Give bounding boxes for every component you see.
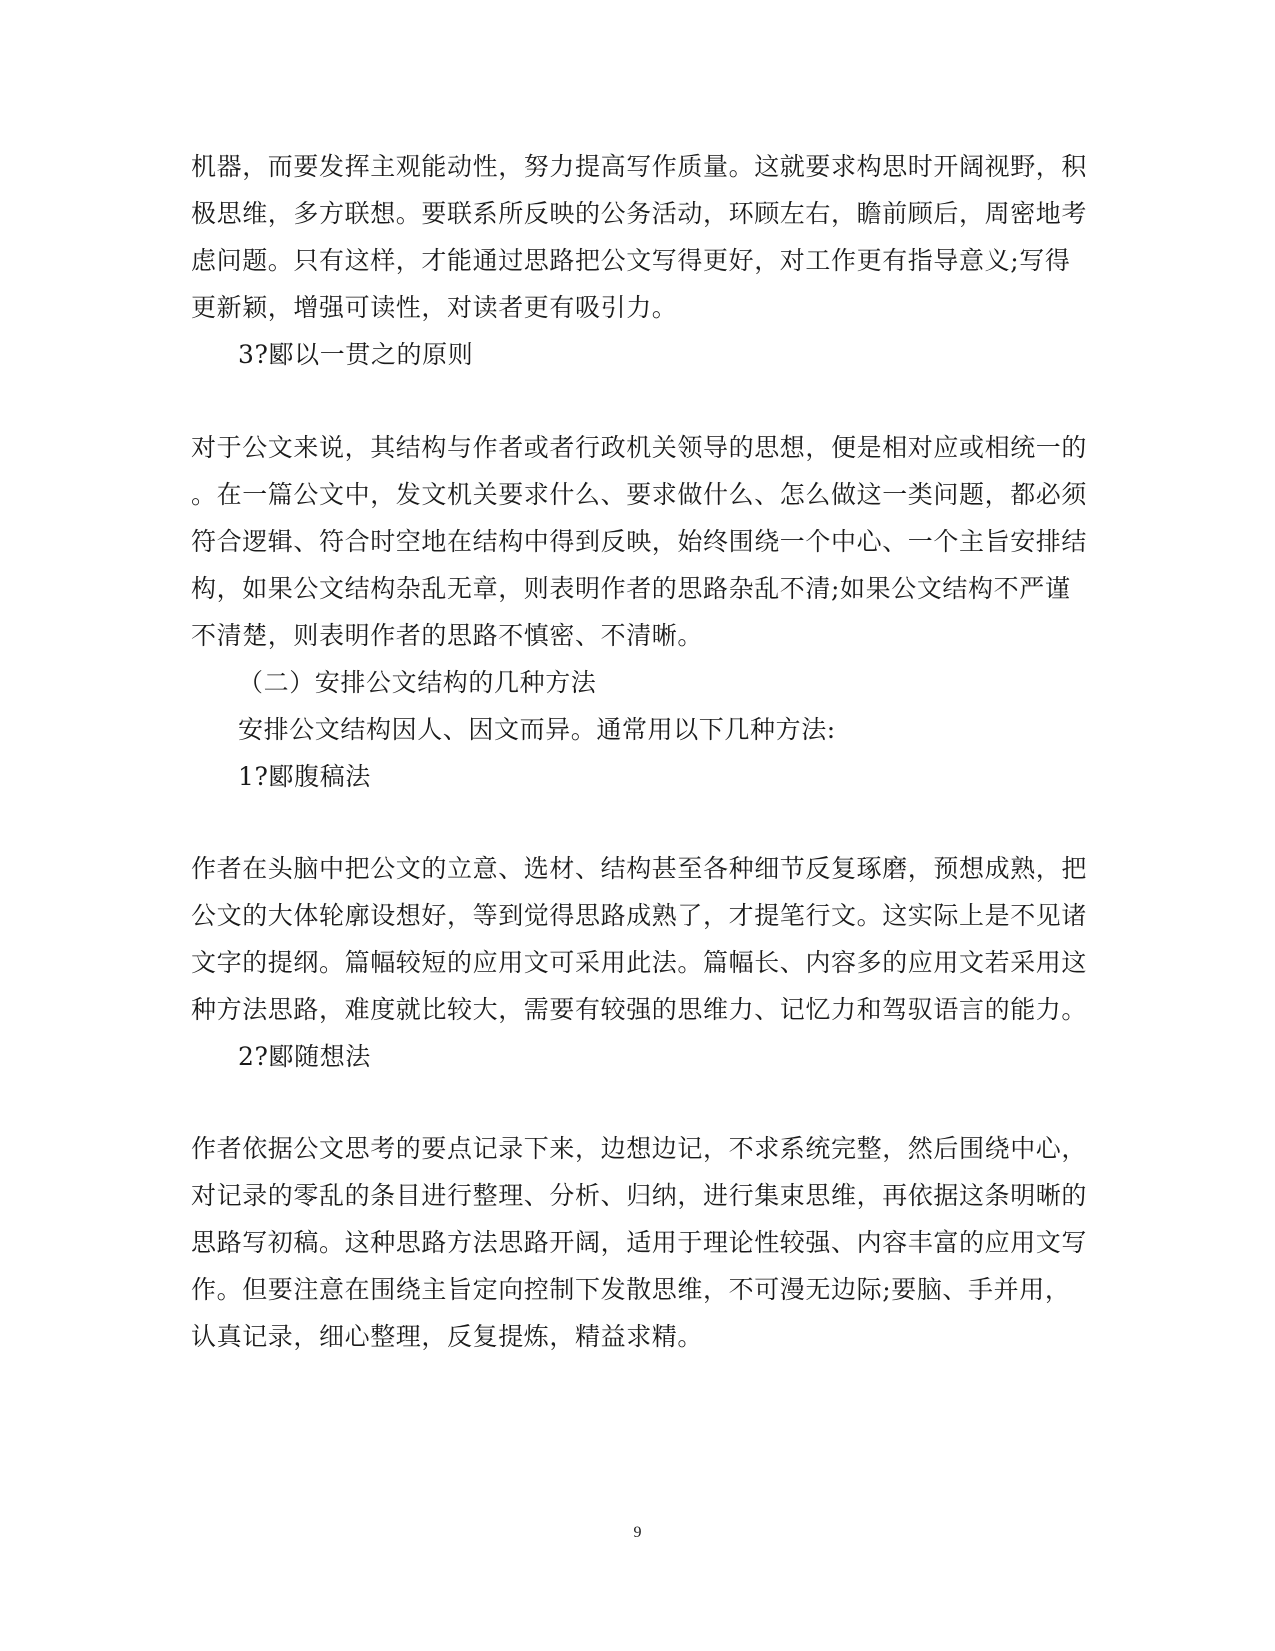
method-heading: 2?郾随想法 (238, 1042, 371, 1071)
paragraph-line: 思路写初稿。这种思路方法思路开阔，适用于理论性较强、内容丰富的应用文写 (191, 1228, 1088, 1257)
paragraph-line: 构，如果公文结构杂乱无章，则表明作者的思路杂乱不清;如果公文结构不严谨 (191, 574, 1071, 603)
section-heading: （二）安排公文结构的几种方法 (238, 668, 597, 697)
paragraph-line: 种方法思路，难度就比较大，需要有较强的思维力、记忆力和驾驭语言的能力。 (191, 995, 1088, 1024)
paragraph-line: 机器，而要发挥主观能动性，努力提高写作质量。这就要求构思时开阔视野，积 (191, 152, 1088, 181)
paragraph-line: 作者依据公文思考的要点记录下来，边想边记，不求系统完整，然后围绕中心， (191, 1134, 1088, 1163)
paragraph-line: 符合逻辑、符合时空地在结构中得到反映，始终围绕一个中心、一个主旨安排结 (191, 527, 1088, 556)
method-heading: 1?郾腹稿法 (238, 762, 371, 791)
paragraph-line: 文字的提纲。篇幅较短的应用文可采用此法。篇幅长、内容多的应用文若采用这 (191, 948, 1088, 977)
paragraph-line: 公文的大体轮廓设想好，等到觉得思路成熟了，才提笔行文。这实际上是不见诸 (191, 901, 1088, 930)
paragraph-line: 极思维，多方联想。要联系所反映的公务活动，环顾左右，瞻前顾后，周密地考 (191, 199, 1088, 228)
paragraph-line: 。在一篇公文中，发文机关要求什么、要求做什么、怎么做这一类问题，都必须 (191, 480, 1088, 509)
section-heading: 3?郾以一贯之的原则 (238, 340, 474, 369)
paragraph-line: 认真记录，细心整理，反复提炼，精益求精。 (191, 1322, 704, 1351)
paragraph-line: 对记录的零乱的条目进行整理、分析、归纳，进行集束思维，再依据这条明晰的 (191, 1181, 1088, 1210)
paragraph-line: 更新颖，增强可读性，对读者更有吸引力。 (191, 293, 678, 322)
paragraph-line: 不清楚，则表明作者的思路不慎密、不清晰。 (191, 621, 704, 650)
page-number: 9 (633, 1524, 642, 1541)
paragraph-line: 作者在头脑中把公文的立意、选材、结构甚至各种细节反复琢磨，预想成熟，把 (191, 854, 1088, 883)
paragraph-line: 对于公文来说，其结构与作者或者行政机关领导的思想，便是相对应或相统一的 (191, 433, 1088, 462)
paragraph-line: 作。但要注意在围绕主旨定向控制下发散思维，不可漫无边际;要脑、手并用， (191, 1275, 1071, 1304)
paragraph-line: 虑问题。只有这样，才能通过思路把公文写得更好，对工作更有指导意义;写得 (191, 246, 1071, 275)
intro-line: 安排公文结构因人、因文而异。通常用以下几种方法: (238, 715, 836, 744)
